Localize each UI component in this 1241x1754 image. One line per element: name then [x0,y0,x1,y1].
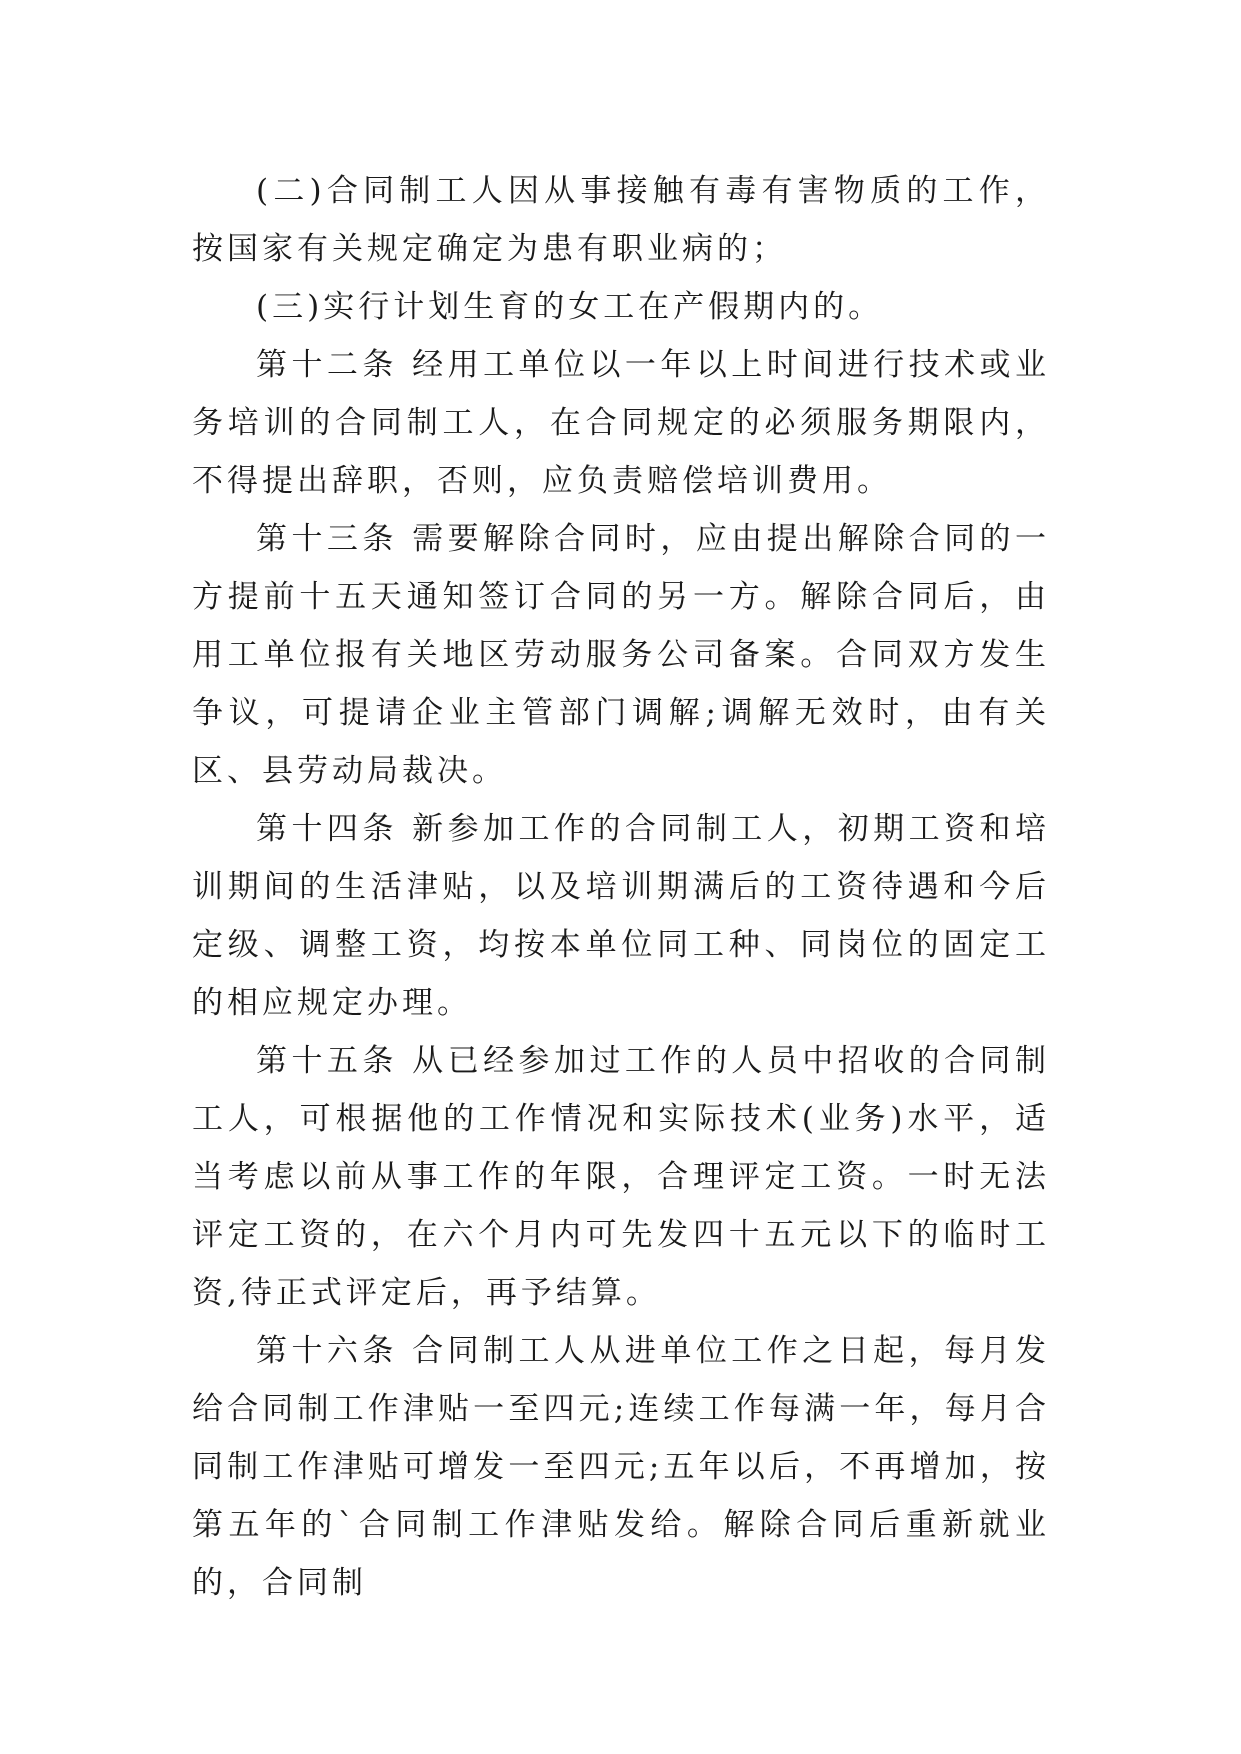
paragraph-article-14: 第十四条 新参加工作的合同制工人，初期工资和培训期间的生活津贴，以及培训期满后的工资待遇和今后定级、调整工资，均按本单位同工种、同岗位的固定工的相应规定办理。 [192,811,1050,1021]
paragraph-article-15: 第十五条 从已经参加过工作的人员中招收的合同制工人，可根据他的工作情况和实际技术(业务)水平，适当考虑以前从事工作的年限，合理评定工资。一时无法评定工资的，在六个月内可先发四十五元以下的临时工资,待正式评定后，再予结算。 [192,1043,1050,1311]
paragraph-item-3-maternity-leave: (三)实行计划生育的女工在产假期内的。 [256,289,884,325]
document-body [192,162,1050,1612]
paragraph-article-13: 第十三条 需要解除合同时，应由提出解除合同的一方提前十五天通知签订合同的另一方。解除合同后，由用工单位报有关地区劳动服务公司备案。合同双方发生争议，可提请企业主管部门调解;调解无效时，由有关区、县劳动局裁决。 [192,521,1050,789]
paragraph-article-12: 第十二条 经用工单位以一年以上时间进行技术或业务培训的合同制工人，在合同规定的必须服务期限内，不得提出辞职，否则，应负责赔偿培训费用。 [192,347,1050,499]
paragraph-article-16: 第十六条 合同制工人从进单位工作之日起，每月发给合同制工作津贴一至四元;连续工作每满一年，每月合同制工作津贴可增发一至四元;五年以后，不再增加，按第五年的`合同制工作津贴发给。解除合同后重新就业的，合同制 [192,1333,1050,1601]
paragraph-item-2-occupational-disease: (二)合同制工人因从事接触有毒有害物质的工作，按国家有关规定确定为患有职业病的； [192,173,1050,267]
